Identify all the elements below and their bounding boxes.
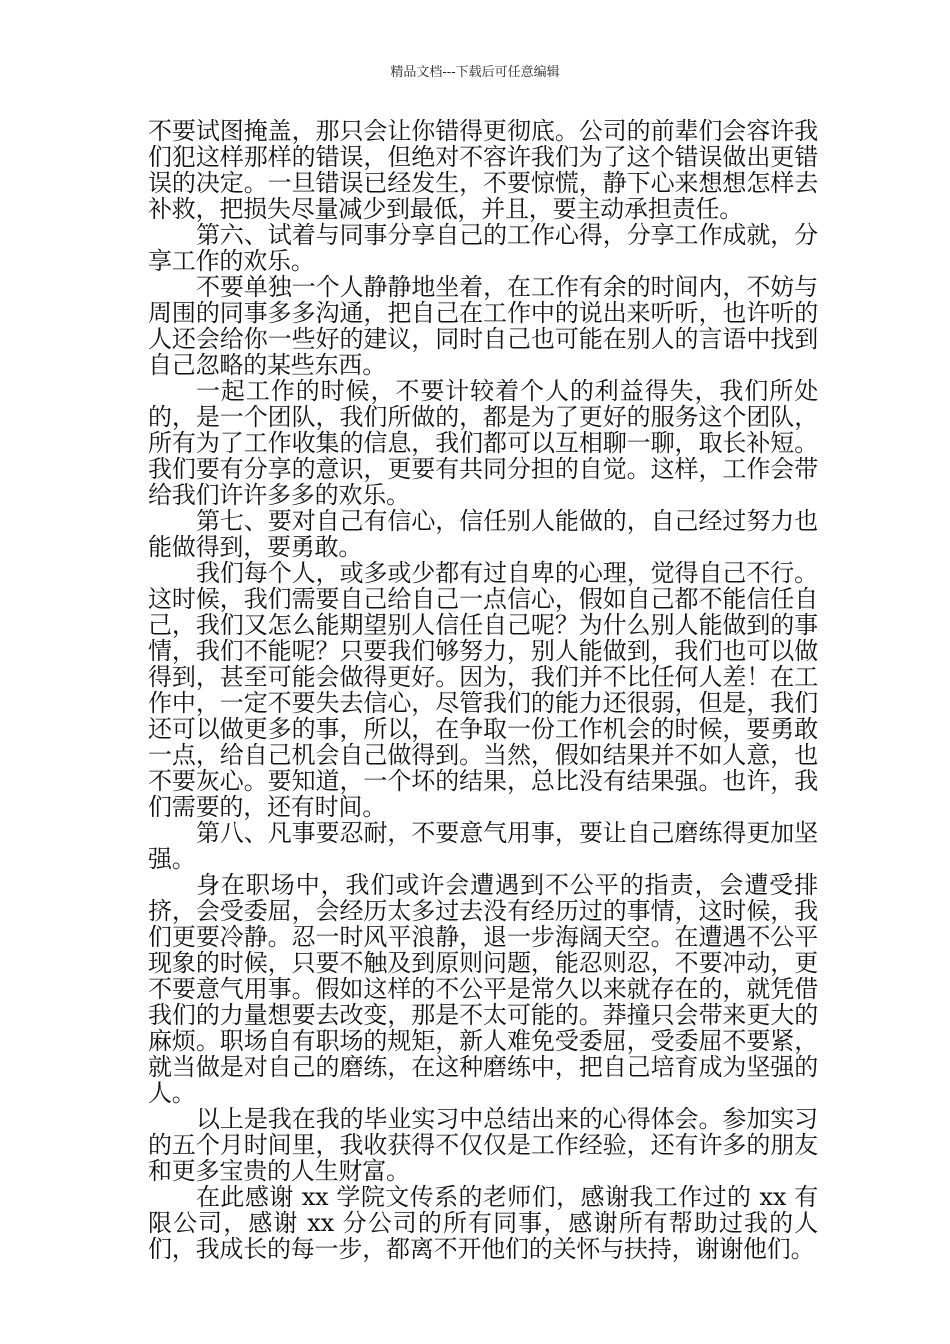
section-heading-eight: 第八、凡事要忍耐，不要意气用事，要让自己磨练得更加坚强。 [148, 819, 818, 873]
paragraph: 一起工作的时候，不要计较着个人的利益得失，我们所处的，是一个团队，我们所做的，都是为了更好的服务这个团队，所有为了工作收集的信息，我们都可以互相聊一聊，取长补短。我们要有分享的意识，更要有共同分担的自觉。这样，工作会带给我们许许多多的欢乐。 [148, 377, 818, 509]
section-heading-six: 第六、试着与同事分享自己的工作心得，分享工作成就，分享工作的欢乐。 [148, 221, 818, 275]
section-heading-seven: 第七、要对自己有信心，信任别人能做的，自己经过努力也能做得到，要勇敢。 [148, 507, 818, 561]
paragraph: 以上是我在我的毕业实习中总结出来的心得体会。参加实习的五个月时间里，我收获得不仅仅是工作经验，还有许多的朋友和更多宝贵的人生财富。 [148, 1105, 818, 1185]
paragraph: 不要单独一个人静静地坐着，在工作有余的时间内，不妨与周围的同事多多沟通，把自己在工作中的说出来听听，也许听的人还会给你一些好的建议，同时自己也可能在别人的言语中找到自己忽略的某些东西。 [148, 273, 818, 379]
paragraph: 不要试图掩盖，那只会让你错得更彻底。公司的前辈们会容许我们犯这样那样的错误，但绝对不容许我们为了这个错误做出更错误的决定。一旦错误已经发生，不要惊慌，静下心来想想怎样去补救，把损失尽量减少到最低，并且，要主动承担责任。 [148, 117, 818, 223]
paragraph: 身在职场中，我们或许会遭遇到不公平的指责，会遭受排挤，会受委屈，会经历太多过去没有经历过的事情，这时候，我们更要冷静。忍一时风平浪静，退一步海阔天空。在遭遇不公平现象的时候，只要不触及到原则问题，能忍则忍，不要冲动，更不要意气用事。假如这样的不公平是常久以来就存在的，就凭借我们的力量想要去改变，那是不太可能的。莽撞只会带来更大的麻烦。职场自有职场的规矩，新人难免受委屈，受委屈不要紧，就当做是对自己的磨练，在这种磨练中，把自己培育成为坚强的人。 [148, 871, 818, 1107]
paragraph: 在此感谢 xx 学院文传系的老师们，感谢我工作过的 xx 有限公司，感谢 xx 分公司的所有同事，感谢所有帮助过我的人们，我成长的每一步，都离不开他们的关怀与扶持，谢谢他们。 [148, 1183, 818, 1263]
document-body [148, 118, 818, 1262]
page-header: 精品文档---下载后可任意编辑 [390, 65, 560, 80]
paragraph: 我们每个人，或多或少都有过自卑的心理，觉得自己不行。这时候，我们需要自己给自己一点信心，假如自己都不能信任自己，我们又怎么能期望别人信任自己呢？为什么别人能做到的事情，我们不能呢？只要我们够努力，别人能做到，我们也可以做得到，甚至可能会做得更好。因为，我们并不比任何人差！在工作中，一定不要失去信心，尽管我们的能力还很弱，但是，我们还可以做更多的事，所以，在争取一份工作机会的时候，要勇敢一点，给自己机会自己做得到。当然，假如结果并不如人意，也不要灰心。要知道，一个坏的结果，总比没有结果强。也许，我们需要的，还有时间。 [148, 559, 818, 821]
